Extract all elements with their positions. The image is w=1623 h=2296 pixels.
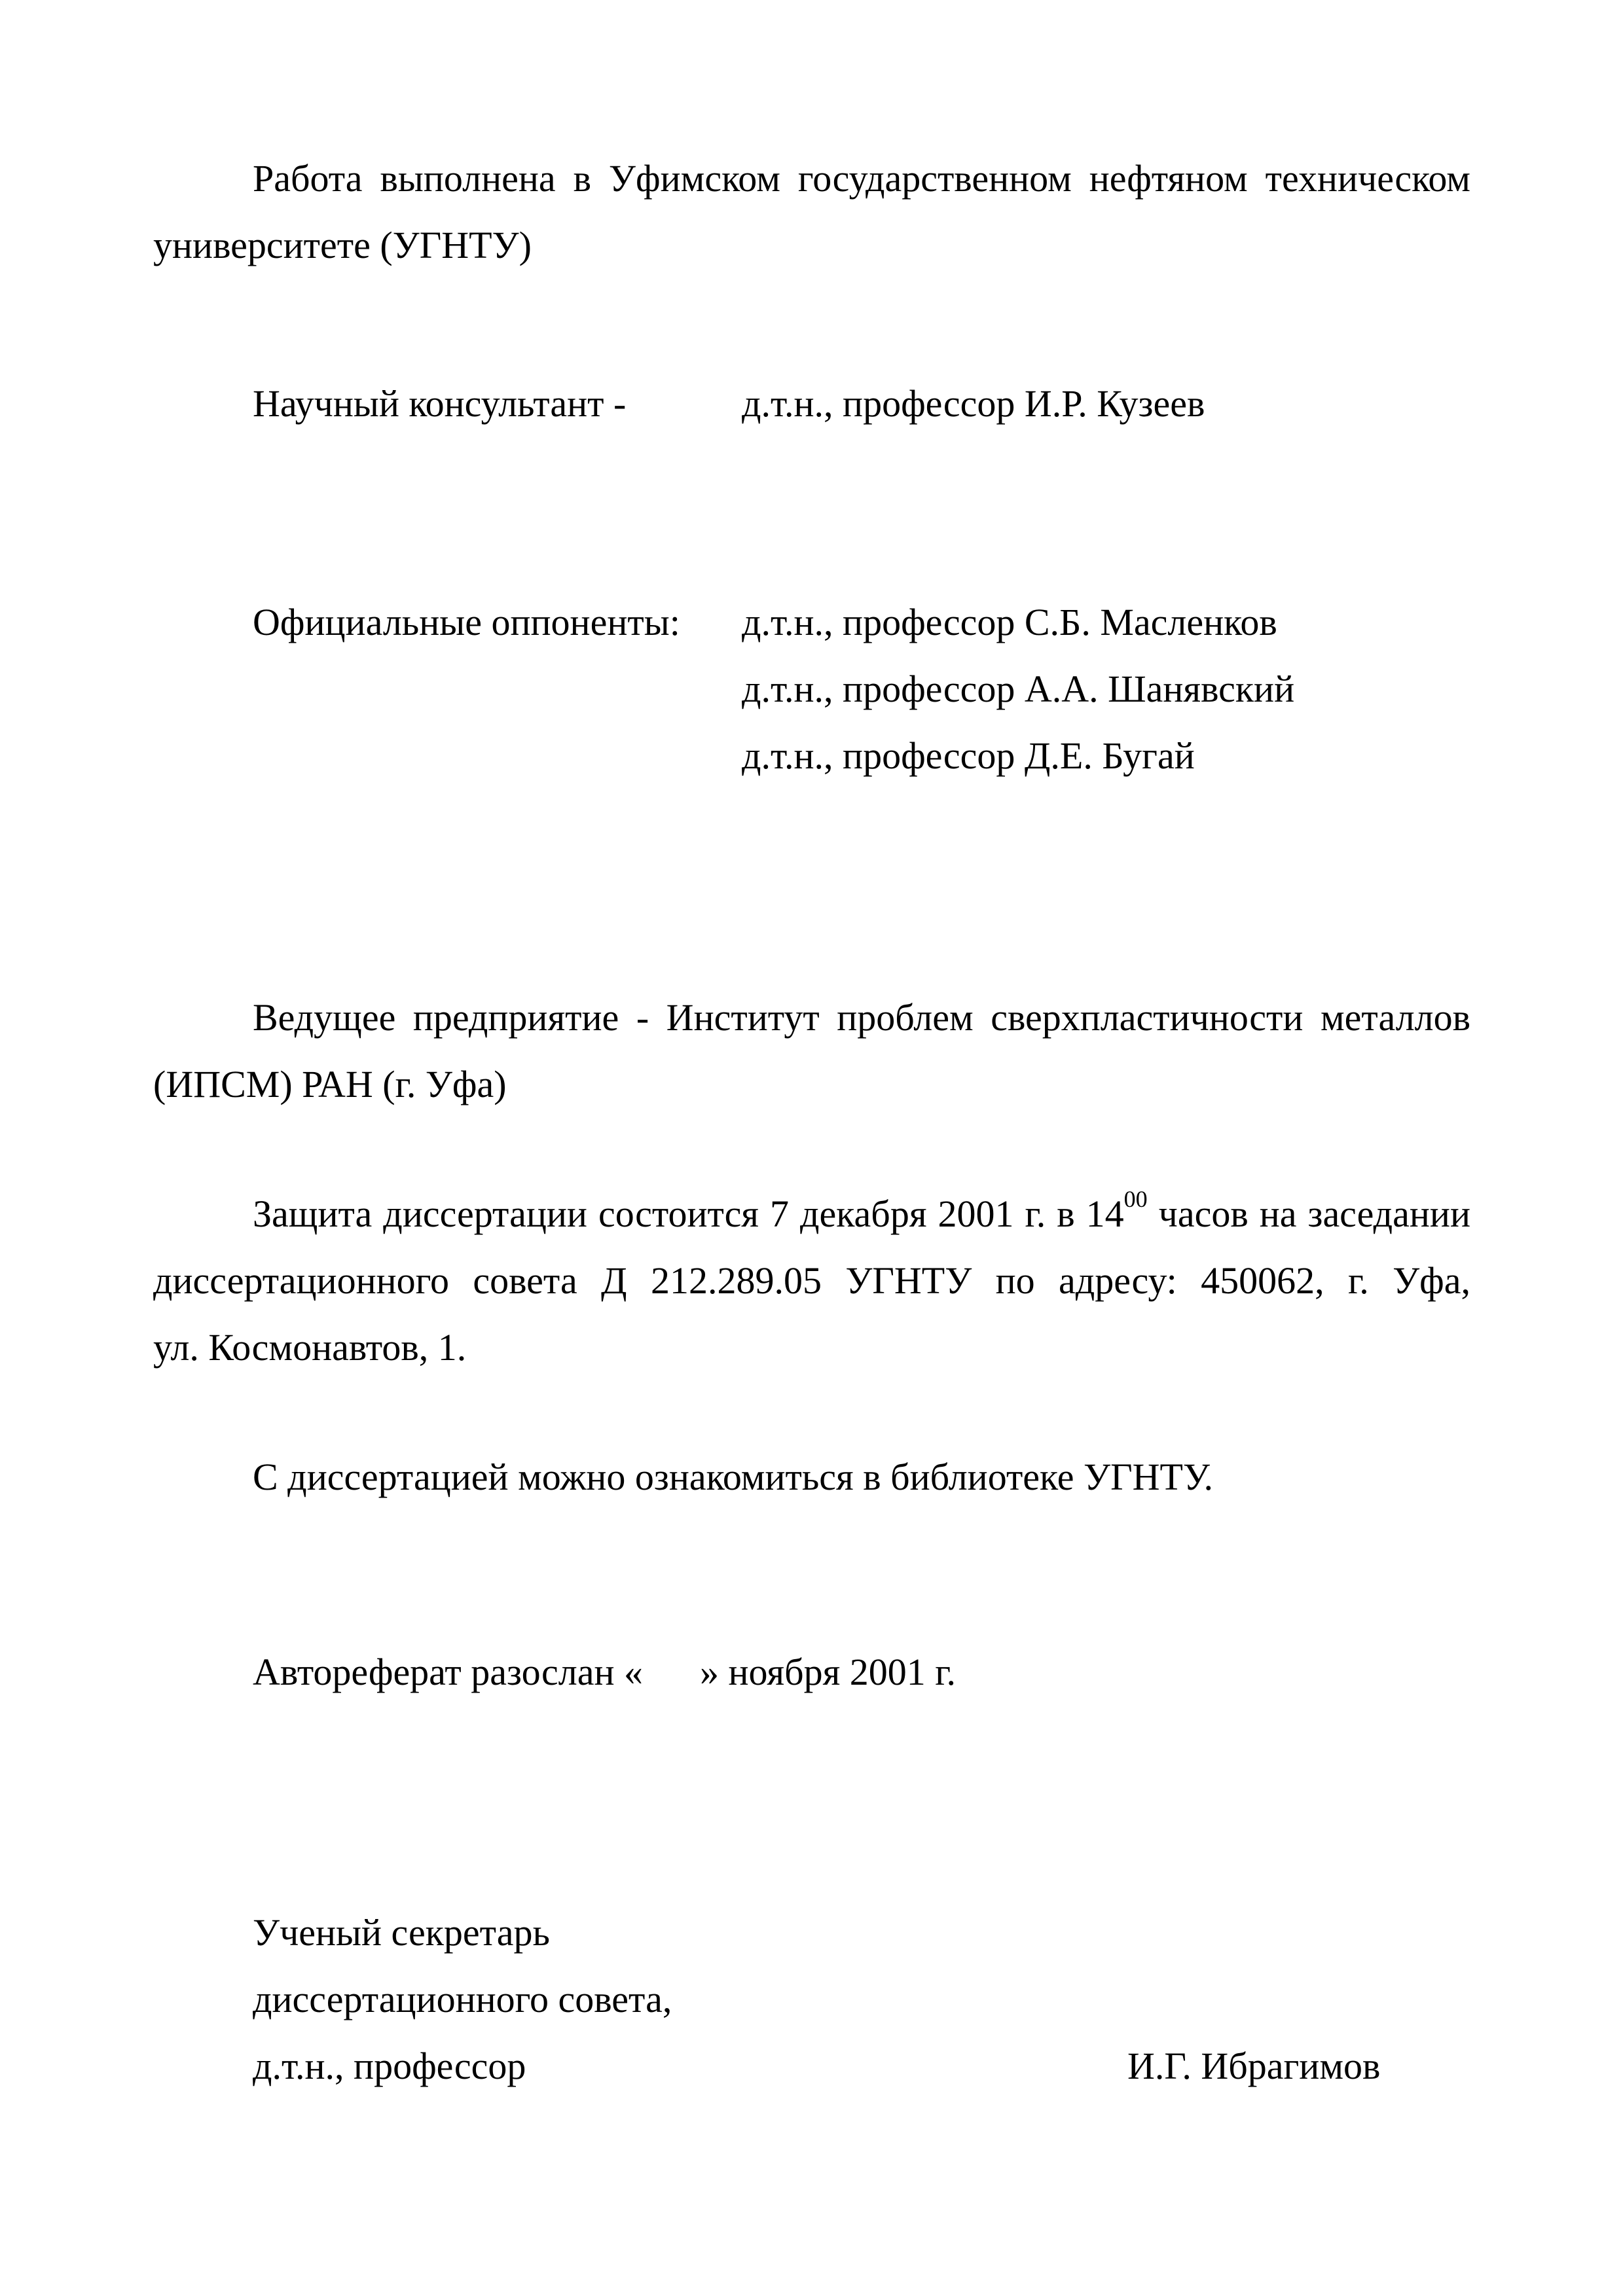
library-paragraph: С диссертацией можно ознакомиться в библиотеке УГНТУ. (253, 1456, 1214, 1498)
opponent-item: д.т.н., профессор С.Б. Масленков (742, 601, 1277, 643)
defense-line-2: диссертационного совета Д 212.289.05 УГНТУ по адресу: 450062, г. Уфа, (153, 1259, 1470, 1302)
defense-line-1-text: Защита диссертации состоится 7 декабря 2001 г. в 14 (253, 1193, 1124, 1235)
defense-line-1-rest: часов на заседании (1147, 1193, 1470, 1235)
secretary-line-3: д.т.н., профессор (253, 2045, 526, 2087)
intro-line-2: университете (УГНТУ) (153, 224, 532, 266)
intro-line-1: Работа выполнена в Уфимском государственном нефтяном техническом (253, 157, 1470, 200)
consultant-label: Научный консультант - (253, 382, 627, 425)
secretary-line-1: Ученый секретарь (253, 1911, 550, 1954)
leading-line-2: (ИПСМ) РАН (г. Уфа) (153, 1063, 507, 1105)
defense-time-minutes: 00 (1123, 1186, 1148, 1212)
leading-line-1: Ведущее предприятие - Институт проблем сверхпластичности металлов (253, 996, 1470, 1039)
opponent-item: д.т.н., профессор А.А. Шанявский (742, 668, 1295, 710)
secretary-line-2: диссертационного совета, (253, 1978, 672, 2020)
defense-line-3: ул. Космонавтов, 1. (153, 1326, 467, 1369)
defense-line-1 (253, 1186, 1470, 1235)
opponents-label: Официальные оппоненты: (253, 601, 680, 643)
opponent-item: д.т.н., профессор Д.Е. Бугай (742, 734, 1195, 777)
sent-date-paragraph: Автореферат разослан « » ноября 2001 г. (253, 1651, 957, 1693)
secretary-name: И.Г. Ибрагимов (1127, 2045, 1381, 2087)
consultant-value: д.т.н., профессор И.Р. Кузеев (742, 382, 1205, 425)
